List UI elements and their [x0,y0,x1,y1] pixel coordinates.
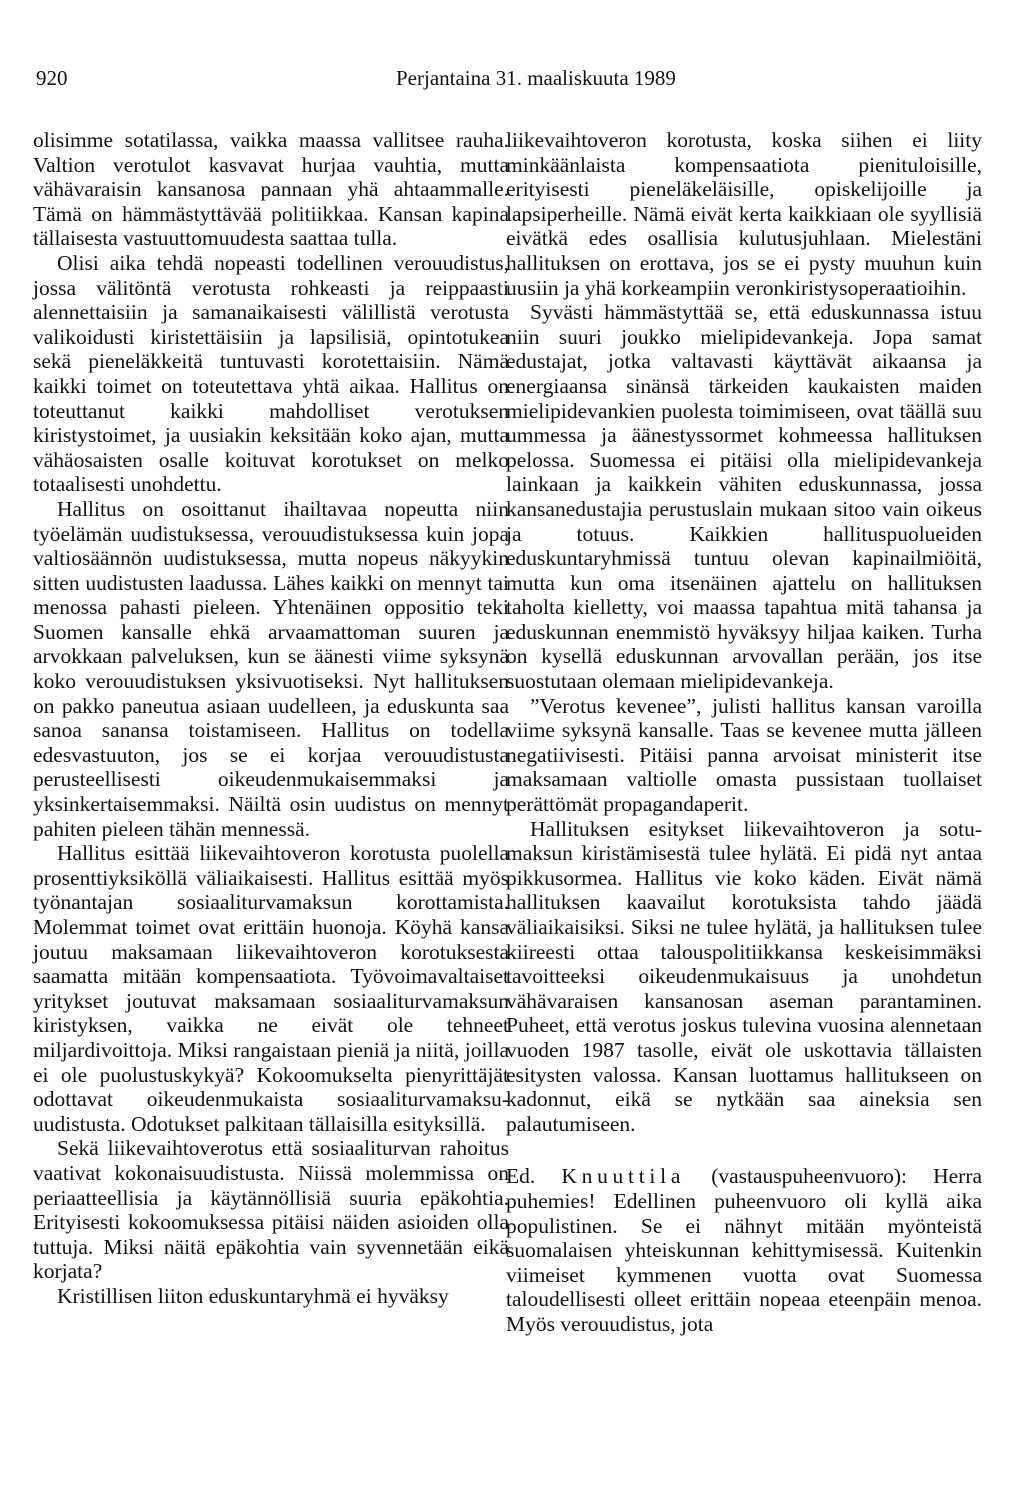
paragraph: Olisi aika tehdä nopeasti todellinen verouudistus, jossa välitöntä verotusta rohkeasti ja reippaasti alennettaisiin ja samanaikaisesti välillistä verotusta valikoidusti kiristettäisiin ja lapsilisiä, opintotukea sekä pieneläkkeitä tuntuvasti korotettaisiin. Nämä kaikki toimet on toteutettava yhtä aikaa. Hallitus on toteuttanut kaikki mahdolliset verotuksen kiristystoimet, ja uusiakin keksitään koko ajan, mutta vähäosaisten osalle koituvat korotukset on melko totaalisesti unohdettu. [33,250,509,497]
paragraph: Sekä liikevaihtoverotus että sosiaaliturvan rahoitus vaativat kokonaisuudistusta. Niissä molemmissa on periaatteellisia ja käytännöllisiä suuria epäkohtia. Erityisesti kokoomuksessa pitäisi näiden asioiden olla tuttuja. Miksi näitä epäkohtia vain syvennetään eikä korjata? [33,1136,509,1284]
speaker-intro: Ed. [506,1164,536,1189]
paragraph: Hallitus on osoittanut ihailtavaa nopeutta niin työelämän uudistuksessa, verouudistuksessa kuin jopa valtiosäännön uudistuksessa, mutta nopeus näkyykin sitten uudistusten laadussa. Lähes kaikki on mennyt tai menossa pahasti pieleen. Yhtenäinen oppositio teki Suomen kansalle ehkä arvaamattoman suuren ja arvokkaan palveluksen, kun se äänesti viime syksynä koko verouudistuksen yksivuotiseksi. Nyt hallituksen on pakko paneutua asiaan uudelleen, ja eduskunta saa sanoa sanansa toistamiseen. Hallitus on todella edesvastuuton, jos se ei korjaa verouudistusta perusteellisesti oikeudenmukaisemmaksi ja yksinkertaisemmaksi. Näiltä osin uudistus on mennyt pahiten pieleen tähän mennessä. [33,496,509,841]
paragraph: liikevaihtoveron korotusta, koska siihen ei liity minkäänlaista kompensaatiota pienituloisille, erityisesti pieneläkeläisille, opiskelijoille ja lapsiperheille. Nämä eivät kerta kaikkiaan ole syyllisiä eivätkä edes osallisia kulutusjuhlaan. Mielestäni hallituksen on erottava, jos se ei pysty muuhun kuin uusiin ja yhä korkeampiin veronkiristysoperaatioihin. [506,128,982,300]
speaker-paragraph [506,1164,982,1336]
speech-text: Herra puhemies! Edellinen puheenvuoro oli kyllä aika populistinen. Se ei nähnyt mitään myönteistä suomalaisen yhteiskunnan kehittymisessä. Kuitenkin viimeiset kymmenen vuotta ovat Suomessa taloudellisesti olleet erittäin nopeaa eteenpäin menoa. Myös verouudistus, jota [506,1164,983,1336]
paragraph: Hallituksen esitykset liikevaihtoveron ja sotu-maksun kiristämisestä tulee hylätä. Ei pidä nyt antaa pikkusormea. Hallitus vie koko käden. Eivät nämä hallituksen kaavailut korotuksista tahdo jäädä väliaikaisiksi. Siksi ne tulee hylätä, ja hallituksen tulee kiireesti ottaa talouspolitiikkansa keskeisimmäksi tavoitteeksi oikeudenmukaisuus ja unohdetun vähävaraisen kansanosan aseman parantaminen. Puheet, että verotus joskus tulevina vuosina alennetaan vuoden 1987 tasolle, eivät ole uskottavia tällaisten esitysten valossa. Kansan luottamus hallitukseen on kadonnut, eikä se nytkään saa aineksia sen palautumiseen. [506,816,982,1136]
speaker-role: (vastauspuheenvuoro): [711,1164,908,1189]
paragraph: ”Verotus kevenee”, julisti hallitus kansan varoilla viime syksynä kansalle. Taas se kevenee mutta jälleen negatiivisesti. Pitäisi panna arvoisat ministerit itse maksamaan valtiolle omasta pussistaan tuollaiset perättömät propagandaperit. [506,693,982,817]
paragraph: olisimme sotatilassa, vaikka maassa vallitsee rauha. Valtion verotulot kasvavat hurjaa vauhtia, mutta vähävaraisin kansanosa pannaan yhä ahtaammalle. Tämä on hämmästyttävää politiikkaa. Kansan kapina tällaisesta vastuuttomuudesta saattaa tulla. [33,128,509,251]
paragraph: Hallitus esittää liikevaihtoveron korotusta puolella prosenttiyksiköllä väliaikaisesti. Hallitus esittää myös työnantajan sosiaaliturvamaksun korottamista. Molemmat toimet ovat erittäin huonoja. Köyhä kansa joutuu maksamaan liikevaihtoveron korotuksesta saamatta mitään kompensaatiota. Työvoimavaltaiset yritykset joutuvat maksamaan sosiaaliturvamaksun kiristyksen, vaikka ne eivät ole tehneet miljardivoittoja. Miksi rangaistaan pieniä ja niitä, joilla ei ole puolustuskykyä? Kokoomukselta pienyrittäjät odottavat oikeudenmukaista sosiaaliturvamaksu-uudistusta. Odotukset palkitaan tällaisilla esityksillä. [33,841,509,1136]
page-number: 920 [36,66,68,90]
running-head: Perjantaina 31. maaliskuuta 1989 [396,66,676,90]
paragraph: Syvästi hämmästyttää se, että eduskunnassa istuu niin suuri joukko mielipidevankeja. Jopa samat edustajat, jotka valtavasti käyttävät aikaansa ja energiaansa sinänsä tärkeiden kaukaisten maiden mielipidevankien puolesta toimimiseen, ovat täällä suu ummessa ja äänestyssormet kohmeessa hallituksen pelossa. Suomessa ei pitäisi olla mielipidevankeja lainkaan ja kaikkein vähiten eduskunnassa, jossa kansanedustajia perustuslain mukaan sitoo vain oikeus ja totuus. Kaikkien hallituspuolueiden eduskuntaryhmissä tuntuu olevan kapinailmiöitä, mutta kun oma itsenäinen ajattelu on hallituksen taholta kielletty, voi maassa tapahtua mitä tahansa ja eduskunnan enemmistö hyväksyy hiljaa kaiken. Turha on kysellä eduskunnan arvovallan perään, jos itse suostutaan olemaan mielipidevankeja. [506,300,982,694]
left-column [33,128,509,1309]
page-header [36,66,988,96]
speaker-name: Knuuttila [561,1164,686,1189]
right-column [506,128,982,1337]
paragraph: Kristillisen liiton eduskuntaryhmä ei hyväksy [57,1283,449,1308]
